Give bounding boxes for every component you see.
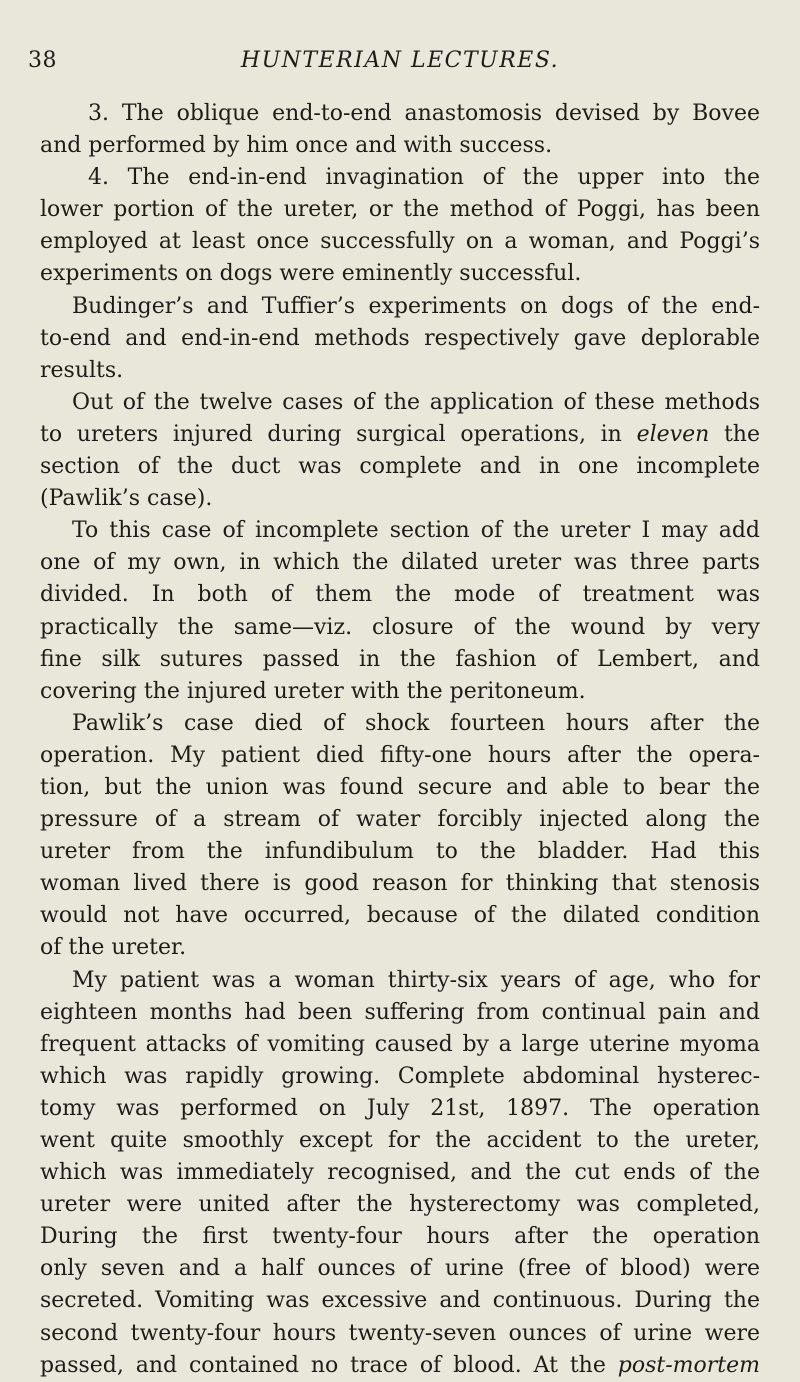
text-line-content: eighteen months had been suffering from continual pain and <box>40 999 760 1025</box>
text-line <box>40 226 760 258</box>
text-line <box>40 1285 760 1317</box>
text-line <box>40 1253 760 1285</box>
text-line-content: ureter were united after the hysterectomy was completed, <box>40 1192 760 1218</box>
text-line <box>40 900 760 932</box>
text-line-content: During the first twenty-four hours after the operation <box>40 1224 760 1250</box>
text-line-content: which was immediately recognised, and the cut ends of the <box>40 1160 760 1186</box>
text-line-content: only seven and a half ounces of urine (free of blood) were <box>40 1256 760 1282</box>
text-line-content: operation. My patient died fifty-one hours after the opera- <box>40 742 760 768</box>
text-line-content: passed, and contained no trace of blood. At the <box>40 1352 606 1378</box>
text-line <box>40 1221 760 1253</box>
text-line-content: went quite smoothly except for the accident to the ureter, <box>40 1128 760 1153</box>
text-line <box>40 740 760 772</box>
text-line-content: second twenty-four hours twenty-seven ounces of urine were <box>40 1320 760 1346</box>
text-line <box>40 868 760 900</box>
text-line-content: tion, but the union was found secure and able to bear the <box>40 774 760 800</box>
text-line <box>40 932 760 964</box>
text-line-content: to ureters injured during surgical operations, in <box>40 421 622 447</box>
text-line <box>40 644 760 676</box>
text-line-content: and performed by him once and with success. <box>40 133 553 159</box>
text-line <box>40 804 760 836</box>
text-line-content: practically the same—viz. closure of the wound by very <box>40 614 760 640</box>
text-line-content: which was rapidly growing. Complete abdominal hysterec- <box>40 1063 760 1089</box>
text-line-content: covering the injured ureter with the peritoneum. <box>40 678 586 704</box>
text-line-content: tomy was performed on July 21st, 1897. The operation <box>40 1095 760 1121</box>
text-line-content: fine silk sutures passed in the fashion of Lembert, and <box>40 646 760 672</box>
text-line <box>40 836 760 868</box>
text-line <box>40 579 760 611</box>
text-line-content: Pawlik’s case died of shock fourteen hours after the <box>72 710 760 736</box>
text-line-content: frequent attacks of vomiting caused by a large uterine myoma <box>40 1031 760 1057</box>
text-line <box>40 387 760 419</box>
text-line-content: secreted. Vomiting was excessive and continuous. During the <box>40 1288 760 1314</box>
text-line <box>40 708 760 740</box>
text-line-content: ureter from the infundibulum to the bladder. Had this <box>40 839 760 865</box>
text-line <box>40 1061 760 1093</box>
text-line <box>40 997 760 1029</box>
text-line-content: section of the duct was complete and in one incomplete <box>40 454 760 480</box>
body-text <box>40 98 760 1382</box>
text-line-content: results. <box>40 357 124 383</box>
text-line <box>40 162 760 194</box>
text-line <box>40 1157 760 1189</box>
text-line <box>40 323 760 355</box>
text-line-content: (Pawlik’s case). <box>40 486 213 512</box>
running-head <box>28 48 772 88</box>
text-line-content: of the ureter. <box>40 935 187 961</box>
text-line-content: lower portion of the ureter, or the method of Poggi, has been <box>40 197 760 223</box>
text-line-content: To this case of incomplete section of the ureter I may add <box>72 518 760 544</box>
text-line <box>40 483 760 515</box>
text-line <box>40 98 760 130</box>
text-line <box>40 1189 760 1221</box>
text-line <box>40 772 760 804</box>
text-line <box>40 1350 760 1382</box>
text-line-content: divided. In both of them the mode of treatment was <box>40 582 760 608</box>
text-line-content: employed at least once successfully on a woman, and Poggi’s <box>40 229 760 255</box>
text-line-content: Budinger’s and Tuffier’s experiments on dogs of the end- <box>72 293 760 319</box>
text-line <box>40 1125 760 1157</box>
text-line <box>40 515 760 547</box>
italic-word: eleven <box>636 421 710 447</box>
text-line-content: 3. The oblique end-to-end anastomosis devised by Bovee <box>88 101 760 126</box>
text-line <box>40 1029 760 1061</box>
text-line-content: woman lived there is good reason for thinking that stenosis <box>40 871 760 897</box>
text-line-content: Out of the twelve cases of the application of these methods <box>72 389 760 415</box>
text-line <box>40 355 760 387</box>
text-line-tail: the <box>723 421 760 447</box>
text-line-content: experiments on dogs were eminently successful. <box>40 261 582 287</box>
running-title: HUNTERIAN LECTURES. <box>240 48 560 73</box>
page-number: 38 <box>28 48 57 73</box>
text-line-content: My patient was a woman thirty-six years of age, who for <box>72 967 760 993</box>
text-line-content: one of my own, in which the dilated ureter was three parts <box>40 550 760 576</box>
text-line-content: 4. The end-in-end invagination of the upper into the <box>88 165 760 191</box>
text-line <box>40 965 760 997</box>
text-line <box>40 1318 760 1350</box>
text-line <box>40 258 760 290</box>
text-line-content: would not have occurred, because of the dilated condition <box>40 903 760 929</box>
text-line <box>40 612 760 644</box>
text-line <box>40 419 760 451</box>
italic-word: post-mortem <box>617 1352 760 1378</box>
text-line <box>40 194 760 226</box>
text-line <box>40 547 760 579</box>
text-line <box>40 676 760 708</box>
text-line-content: to-end and end-in-end methods respectively gave deplorable <box>40 325 760 351</box>
text-line <box>40 130 760 162</box>
text-line <box>40 291 760 323</box>
text-line <box>40 451 760 483</box>
text-line-content: pressure of a stream of water forcibly injected along the <box>40 807 760 833</box>
text-line <box>40 1093 760 1125</box>
